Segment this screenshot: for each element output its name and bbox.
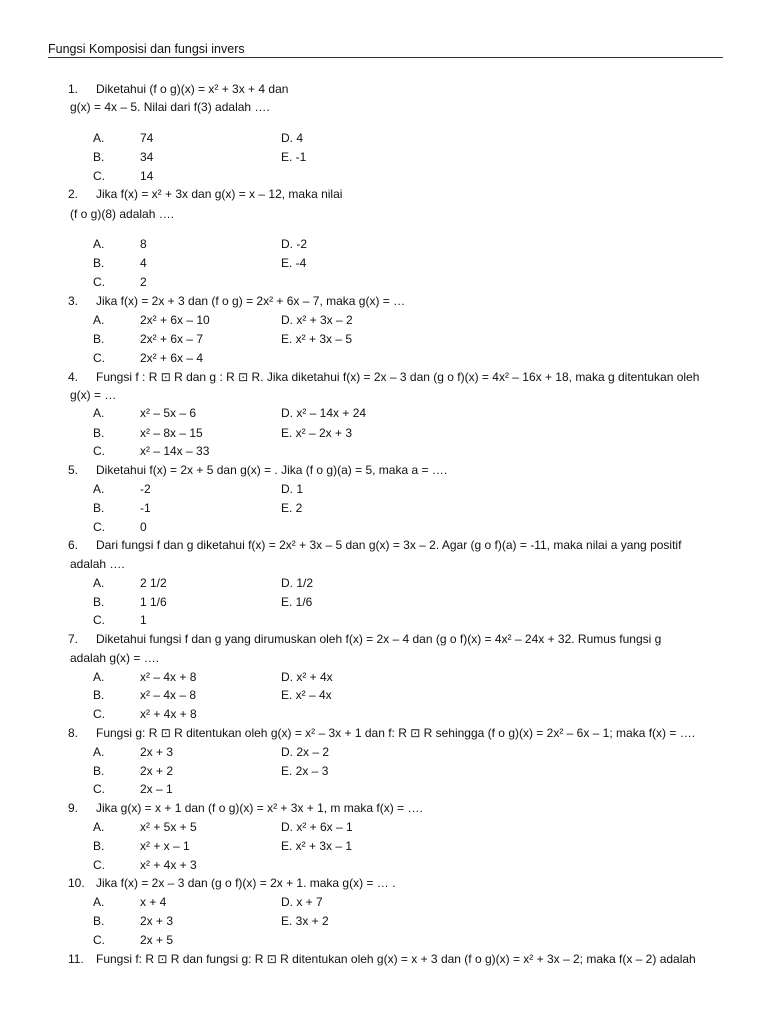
option-value: 2 1/2: [140, 576, 167, 590]
option-right: E. -4: [281, 256, 307, 270]
option-label: C.: [93, 275, 105, 289]
option-right: E. x² + 3x – 1: [281, 839, 353, 853]
question-text: Jika f(x) = 2x + 3 dan (f o g) = 2x² + 6x – 7, maka g(x) = …: [96, 294, 406, 308]
option-right: E. x² – 4x: [281, 688, 332, 702]
option-label: A.: [93, 670, 105, 684]
option-right: E. 3x + 2: [281, 914, 329, 928]
option-right: E. 2x – 3: [281, 764, 329, 778]
question-text-cont: adalah ….: [70, 557, 125, 571]
question-text: Diketahui f(x) = 2x + 5 dan g(x) = . Jika (f o g)(a) = 5, maka a = ….: [96, 463, 448, 477]
option-value: -1: [140, 501, 151, 515]
option-value: 74: [140, 131, 154, 145]
option-label: B.: [93, 595, 105, 609]
option-label: B.: [93, 501, 105, 515]
question-number: 2.: [68, 187, 79, 201]
option-right: D. 2x – 2: [281, 745, 330, 759]
option-value: 2x + 2: [140, 764, 174, 778]
option-label: C.: [93, 169, 105, 183]
option-value: 1: [140, 613, 147, 627]
option-label: C.: [93, 933, 105, 947]
question-text: Diketahui fungsi f dan g yang dirumuskan oleh f(x) = 2x – 4 dan (g o f)(x) = 4x² – 24x + 32. Rumus fungsi g: [96, 632, 662, 646]
question-text: Dari fungsi f dan g diketahui f(x) = 2x² + 3x – 5 dan g(x) = 3x – 2. Agar (g o f)(a) = -11, maka nilai a yang positif: [96, 538, 682, 552]
option-label: C.: [93, 613, 105, 627]
option-value: x² – 4x – 8: [140, 688, 197, 702]
option-value: x² + 4x + 8: [140, 707, 197, 721]
option-value: 0: [140, 520, 147, 534]
option-label: B.: [93, 426, 105, 440]
option-value: x² – 5x – 6: [140, 406, 197, 420]
option-value: x² + 5x + 5: [140, 820, 197, 834]
option-value: 2x + 5: [140, 933, 174, 947]
option-right: E. 2: [281, 501, 303, 515]
question-text: Jika g(x) = x + 1 dan (f o g)(x) = x² + 3x + 1, m maka f(x) = ….: [96, 801, 423, 815]
option-value: x² + 4x + 3: [140, 858, 197, 872]
option-label: C.: [93, 707, 105, 721]
option-right: D. x² + 4x: [281, 670, 333, 684]
question-number: 6.: [68, 538, 79, 552]
option-label: A.: [93, 237, 105, 251]
option-value: x + 4: [140, 895, 167, 909]
option-label: C.: [93, 520, 105, 534]
option-label: B.: [93, 839, 105, 853]
question-number: 11.: [68, 952, 84, 966]
question-number: 4.: [68, 370, 79, 384]
option-label: B.: [93, 914, 105, 928]
option-value: x² – 4x + 8: [140, 670, 197, 684]
option-right: D. 4: [281, 131, 304, 145]
question-text: Diketahui (f o g)(x) = x² + 3x + 4 dan: [96, 82, 289, 96]
option-value: x² – 14x – 33: [140, 444, 210, 458]
option-value: 8: [140, 237, 147, 251]
option-label: C.: [93, 444, 105, 458]
option-value: -2: [140, 482, 151, 496]
option-right: D. x² + 3x – 2: [281, 313, 353, 327]
option-label: B.: [93, 150, 105, 164]
option-right: D. 1/2: [281, 576, 314, 590]
option-right: D. -2: [281, 237, 308, 251]
question-text: Fungsi f: R ⊡ R dan fungsi g: R ⊡ R ditentukan oleh g(x) = x + 3 dan (f o g)(x) = x² + 3x – 2; maka f(x – 2) adalah: [96, 952, 696, 966]
option-label: C.: [93, 858, 105, 872]
option-value: x² – 8x – 15: [140, 426, 203, 440]
option-right: D. x² – 14x + 24: [281, 406, 367, 420]
option-label: C.: [93, 782, 105, 796]
option-value: 2x + 3: [140, 914, 174, 928]
option-value: 2x – 1: [140, 782, 173, 796]
option-value: 2x² + 6x – 4: [140, 351, 204, 365]
option-right: D. x + 7: [281, 895, 323, 909]
question-number: 3.: [68, 294, 79, 308]
option-right: E. -1: [281, 150, 307, 164]
question-text-cont: (f o g)(8) adalah ….: [70, 207, 175, 221]
option-right: E. x² + 3x – 5: [281, 332, 353, 346]
option-right: E. x² – 2x + 3: [281, 426, 353, 440]
option-label: C.: [93, 351, 105, 365]
question-number: 9.: [68, 801, 79, 815]
option-label: A.: [93, 895, 105, 909]
question-number: 1.: [68, 82, 79, 96]
option-value: 2x² + 6x – 7: [140, 332, 204, 346]
question-text-cont: g(x) = 4x – 5. Nilai dari f(3) adalah ….: [70, 100, 270, 114]
option-label: A.: [93, 406, 105, 420]
option-right: D. 1: [281, 482, 304, 496]
option-label: A.: [93, 482, 105, 496]
option-label: A.: [93, 576, 105, 590]
question-number: 5.: [68, 463, 79, 477]
option-value: x² + x – 1: [140, 839, 190, 853]
option-value: 2x² + 6x – 10: [140, 313, 210, 327]
question-text-cont: g(x) = …: [70, 388, 117, 402]
option-right: D. x² + 6x – 1: [281, 820, 353, 834]
option-label: B.: [93, 688, 105, 702]
question-number: 10.: [68, 876, 85, 890]
option-value: 4: [140, 256, 147, 270]
option-value: 2x + 3: [140, 745, 174, 759]
option-label: A.: [93, 313, 105, 327]
option-value: 14: [140, 169, 154, 183]
question-number: 8.: [68, 726, 79, 740]
option-label: A.: [93, 745, 105, 759]
question-text: Fungsi g: R ⊡ R ditentukan oleh g(x) = x² – 3x + 1 dan f: R ⊡ R sehingga (f o g)(x) = 2x² – 6x – 1; maka f(x) = ….: [96, 726, 696, 740]
question-text: Fungsi f : R ⊡ R dan g : R ⊡ R. Jika diketahui f(x) = 2x – 3 dan (g o f)(x) = 4x² – 16x + 18, maka g ditentukan oleh: [96, 370, 700, 384]
option-label: A.: [93, 820, 105, 834]
option-label: B.: [93, 256, 105, 270]
option-label: B.: [93, 332, 105, 346]
option-value: 34: [140, 150, 154, 164]
option-value: 2: [140, 275, 147, 289]
option-right: E. 1/6: [281, 595, 313, 609]
question-text-cont: adalah g(x) = ….: [70, 651, 160, 665]
option-label: A.: [93, 131, 105, 145]
question-text: Jika f(x) = 2x – 3 dan (g o f)(x) = 2x + 1. maka g(x) = … .: [96, 876, 396, 890]
option-value: 1 1/6: [140, 595, 167, 609]
question-text: Jika f(x) = x² + 3x dan g(x) = x – 12, maka nilai: [96, 187, 343, 201]
page-title: Fungsi Komposisi dan fungsi invers: [48, 42, 723, 58]
option-label: B.: [93, 764, 105, 778]
question-number: 7.: [68, 632, 79, 646]
